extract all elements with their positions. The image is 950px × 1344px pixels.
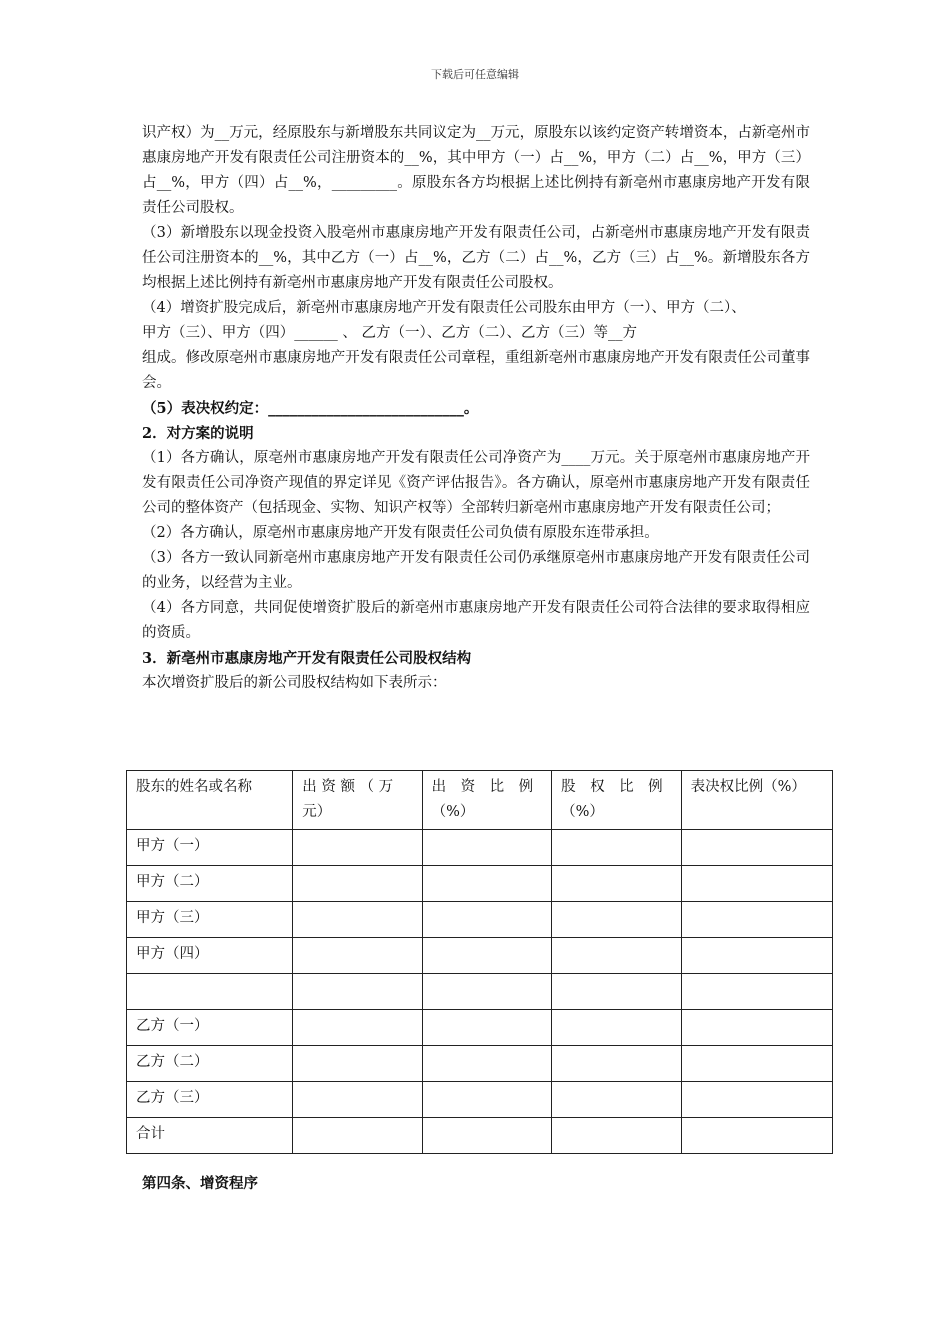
shareholder-cell xyxy=(127,974,293,1010)
paragraph: （3）新增股东以现金投资入股亳州市惠康房地产开发有限责任公司，占新亳州市惠康房地产开发有限责任公司注册资本的__%，其中乙方（一）占__%，乙方（二）占__%，乙方（三）占__%。新增股东各方均根据上述比例持有新亳州市惠康房地产开发有限责任公司股权。 xyxy=(142,225,810,291)
empty-cell xyxy=(293,866,422,902)
header-capital-amount: 出 资 额 （ 万 元） xyxy=(293,771,422,830)
section-2-item: （3）各方一致认同新亳州市惠康房地产开发有限责任公司仍承继原亳州市惠康房地产开发有限责任公司的业务，以经营为主业。 xyxy=(142,550,810,591)
empty-cell xyxy=(552,902,682,938)
empty-cell xyxy=(552,938,682,974)
section-3-intro: 本次增资扩股后的新公司股权结构如下表所示： xyxy=(142,675,447,691)
empty-cell xyxy=(422,938,552,974)
shareholder-cell: 乙方（一） xyxy=(127,1010,293,1046)
section-2-item: （4）各方同意，共同促使增资扩股后的新亳州市惠康房地产开发有限责任公司符合法律的要求取得相应的资质。 xyxy=(142,600,810,641)
empty-cell xyxy=(552,974,682,1010)
empty-cell xyxy=(422,1118,552,1154)
empty-cell xyxy=(422,974,552,1010)
paragraph: 组成。修改原亳州市惠康房地产开发有限责任公司章程，重组新亳州市惠康房地产开发有限责任公司董事会。 xyxy=(142,350,810,391)
voting-clause: （5）表决权约定：___________________________。 xyxy=(142,400,479,417)
empty-cell xyxy=(681,1046,832,1082)
empty-cell xyxy=(293,1046,422,1082)
table-row xyxy=(127,974,833,1010)
page-header: 下载后可任意编辑 xyxy=(431,68,519,81)
section-2-title: 2．对方案的说明 xyxy=(142,425,254,442)
shareholder-cell: 甲方（一） xyxy=(127,830,293,866)
header-equity-ratio: 股 权 比 例 （%） xyxy=(552,771,682,830)
paragraph: 识产权）为__万元，经原股东与新增股东共同议定为__万元，原股东以该约定资产转增资本，占新亳州市惠康房地产开发有限责任公司注册资本的__%，其中甲方（一）占__%，甲方（二）占__%，甲方（三）占__%，甲方（四）占__%，_________。原股东各方均根据上述比例持有新亳州市惠康房地产开发有限责任公司股权。 xyxy=(142,125,810,216)
table-row xyxy=(127,1046,833,1082)
article-4-heading: 第四条、增资程序 xyxy=(142,1175,258,1192)
empty-cell xyxy=(422,866,552,902)
table-row xyxy=(127,1010,833,1046)
header-capital-ratio: 出 资 比 例 （%） xyxy=(422,771,552,830)
empty-cell xyxy=(293,1082,422,1118)
shareholder-cell: 甲方（四） xyxy=(127,938,293,974)
empty-cell xyxy=(681,1010,832,1046)
table-row xyxy=(127,866,833,902)
section-3-title: 3．新亳州市惠康房地产开发有限责任公司股权结构 xyxy=(142,650,472,667)
document-body xyxy=(142,121,810,696)
section-2-item: （1）各方确认，原亳州市惠康房地产开发有限责任公司净资产为____万元。关于原亳州市惠康房地产开发有限责任公司净资产现值的界定详见《资产评估报告》。各方确认，原亳州市惠康房地产开发有限责任公司的整体资产（包括现金、实物、知识产权等）全部转归新亳州市惠康房地产开发有限责任公司； xyxy=(142,450,810,516)
empty-cell xyxy=(422,1010,552,1046)
empty-cell xyxy=(293,902,422,938)
table-header-row xyxy=(127,771,833,830)
empty-cell xyxy=(552,1082,682,1118)
empty-cell xyxy=(681,830,832,866)
empty-cell xyxy=(293,938,422,974)
shareholder-cell: 甲方（二） xyxy=(127,866,293,902)
empty-cell xyxy=(293,1118,422,1154)
shareholder-cell: 甲方（三） xyxy=(127,902,293,938)
paragraph: （4）增资扩股完成后，新亳州市惠康房地产开发有限责任公司股东由甲方（一）、甲方（二）、 xyxy=(142,300,746,316)
header-voting-ratio: 表决权比例（%） xyxy=(681,771,832,830)
empty-cell xyxy=(422,1082,552,1118)
shareholder-cell: 合计 xyxy=(127,1118,293,1154)
empty-cell xyxy=(293,974,422,1010)
empty-cell xyxy=(422,830,552,866)
equity-structure-table xyxy=(126,770,833,1154)
table-row xyxy=(127,1082,833,1118)
empty-cell xyxy=(293,830,422,866)
empty-cell xyxy=(681,866,832,902)
header-shareholder-name: 股东的姓名或名称 xyxy=(127,771,293,830)
empty-cell xyxy=(552,1046,682,1082)
empty-cell xyxy=(552,830,682,866)
empty-cell xyxy=(552,866,682,902)
empty-cell xyxy=(681,974,832,1010)
table-row xyxy=(127,830,833,866)
empty-cell xyxy=(681,1082,832,1118)
shareholder-cell: 乙方（二） xyxy=(127,1046,293,1082)
section-2-item: （2）各方确认，原亳州市惠康房地产开发有限责任公司负债有原股东连带承担。 xyxy=(142,525,659,541)
empty-cell xyxy=(681,902,832,938)
table-row xyxy=(127,1118,833,1154)
shareholder-cell: 乙方（三） xyxy=(127,1082,293,1118)
empty-cell xyxy=(552,1010,682,1046)
table-row xyxy=(127,938,833,974)
empty-cell xyxy=(681,1118,832,1154)
empty-cell xyxy=(422,1046,552,1082)
empty-cell xyxy=(552,1118,682,1154)
empty-cell xyxy=(293,1010,422,1046)
empty-cell xyxy=(681,938,832,974)
table-row xyxy=(127,902,833,938)
empty-cell xyxy=(422,902,552,938)
paragraph: 甲方（三）、甲方（四）______ 、 乙方（一）、乙方（二）、乙方（三）等__方 xyxy=(142,325,637,341)
